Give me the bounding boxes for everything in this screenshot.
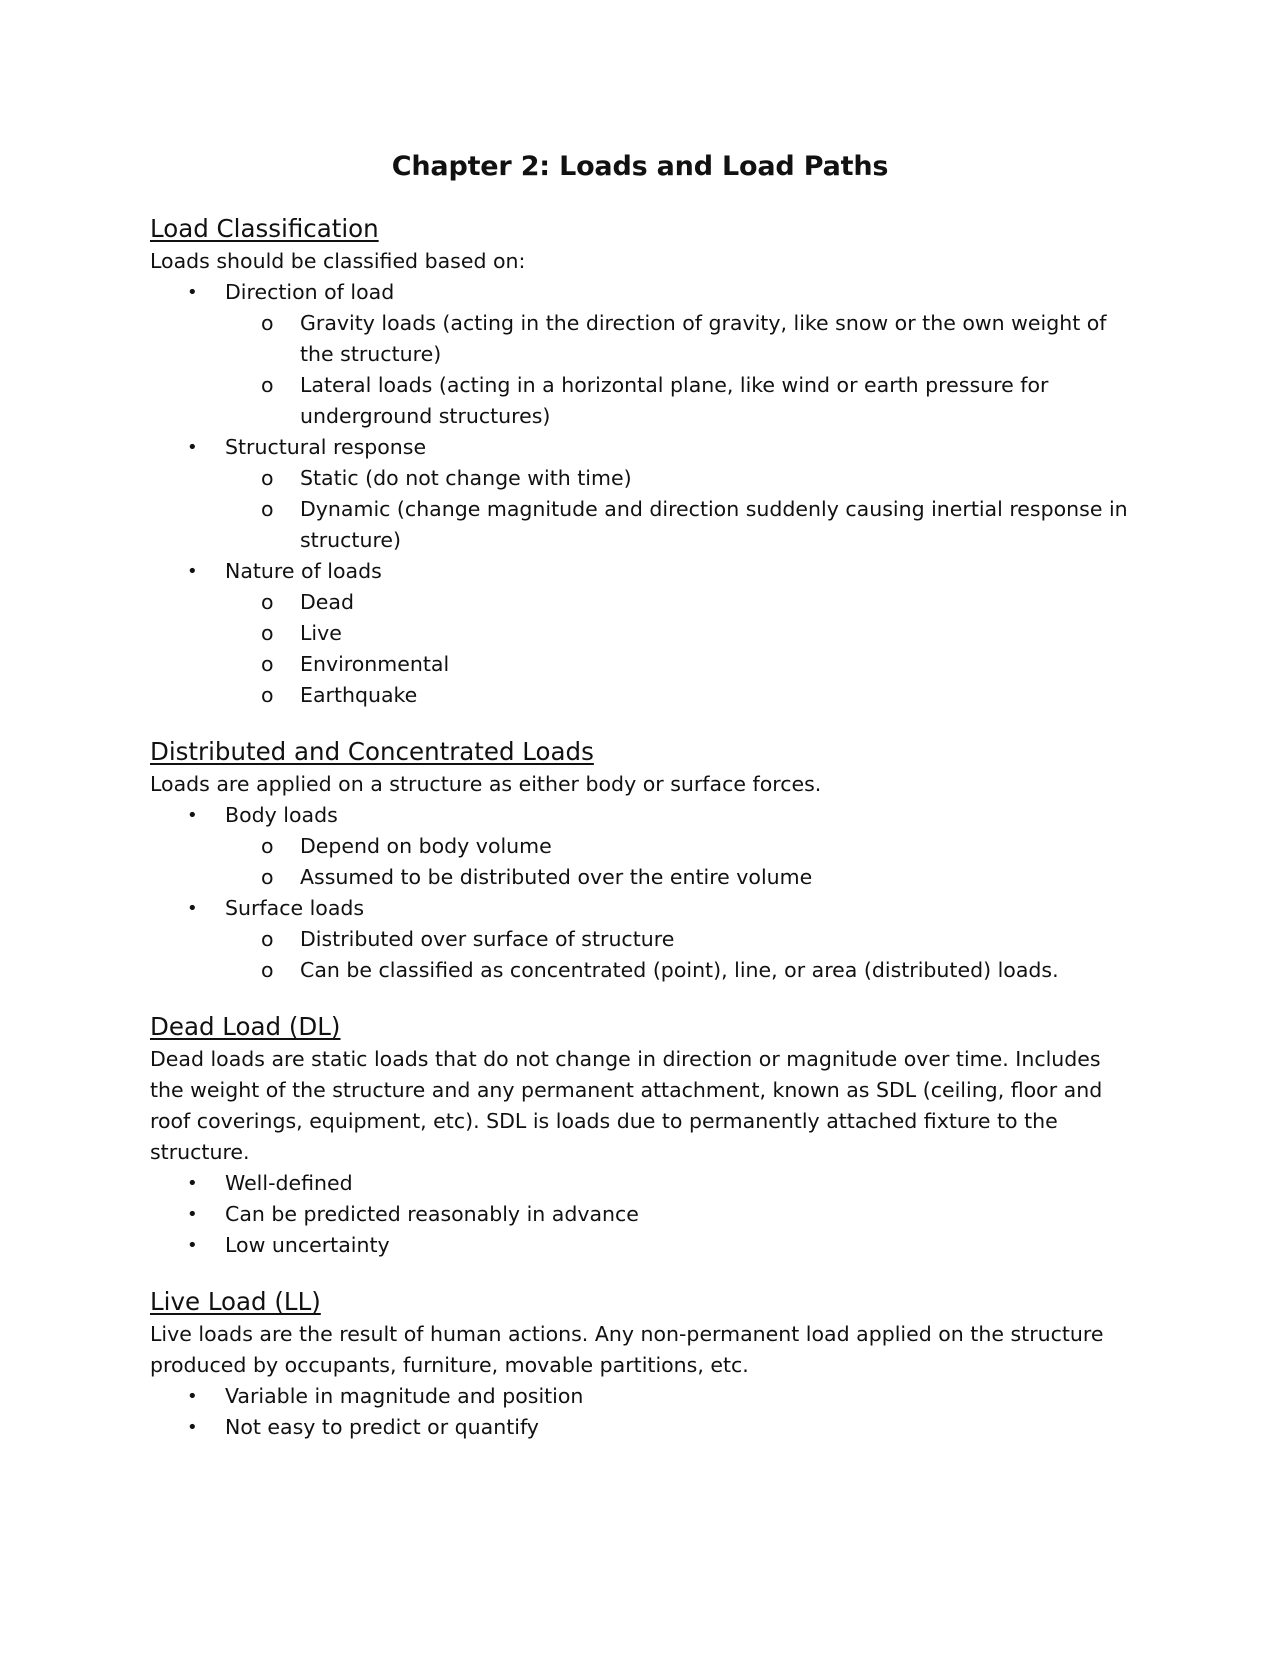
bullet-list <box>150 1381 1130 1443</box>
sub-list-item-text: Depend on body volume <box>300 834 552 858</box>
sub-bullet-list <box>225 924 1130 986</box>
sub-list-item-text: Environmental <box>300 652 450 676</box>
sub-bullet-list <box>225 587 1130 711</box>
sub-list-item-text: Live <box>300 621 342 645</box>
bullet-circle-icon: o <box>261 927 274 951</box>
page-title: Chapter 2: Loads and Load Paths <box>391 151 889 182</box>
sub-list-item-text: Lateral loads (acting in a horizontal plane, like wind or earth pressure for underground structures) <box>300 373 1049 428</box>
bullet-circle-icon: o <box>261 621 274 645</box>
list-item-label: Can be predicted reasonably in advance <box>225 1202 639 1226</box>
section-paragraph: Dead loads are static loads that do not change in direction or magnitude over time. Includes the weight of the structure and any permanent attachment, known as SDL (ceiling, floor and roof coverings, equipment, etc). SDL is loads due to permanently attached fixture to the structure. <box>150 1047 1103 1164</box>
list-item-label: Nature of loads <box>225 559 382 583</box>
sub-list-item <box>225 924 1130 955</box>
bullet-circle-icon: o <box>261 834 274 858</box>
list-item <box>150 800 1130 893</box>
sub-list-item <box>225 862 1130 893</box>
bullet-circle-icon: o <box>261 590 274 614</box>
list-item <box>150 1168 1130 1199</box>
sub-list-item <box>225 370 1130 432</box>
sub-list-item <box>225 649 1130 680</box>
list-item-label: Direction of load <box>225 280 395 304</box>
sub-bullet-list <box>225 463 1130 556</box>
section-paragraph: Live loads are the result of human actions. Any non-permanent load applied on the structure produced by occupants, furniture, movable partitions, etc. <box>150 1322 1104 1377</box>
bullet-dot-icon: • <box>187 1235 198 1256</box>
document-page <box>150 150 1130 1467</box>
list-item-label: Not easy to predict or quantify <box>225 1415 539 1439</box>
list-item-label: Low uncertainty <box>225 1233 390 1257</box>
sub-list-item-text: Distributed over surface of structure <box>300 927 675 951</box>
sub-list-item-text: Earthquake <box>300 683 418 707</box>
list-item-label: Surface loads <box>225 896 365 920</box>
list-item <box>150 432 1130 556</box>
list-item <box>150 893 1130 986</box>
bullet-dot-icon: • <box>187 1173 198 1194</box>
list-item-label: Body loads <box>225 803 338 827</box>
bullet-list <box>150 1168 1130 1261</box>
bullet-circle-icon: o <box>261 497 274 521</box>
bullet-list <box>150 800 1130 986</box>
list-item <box>150 1381 1130 1412</box>
bullet-circle-icon: o <box>261 683 274 707</box>
sub-list-item <box>225 831 1130 862</box>
sub-list-item <box>225 618 1130 649</box>
list-item-label: Structural response <box>225 435 427 459</box>
sub-list-item <box>225 494 1130 556</box>
bullet-dot-icon: • <box>187 437 198 458</box>
bullet-list <box>150 277 1130 711</box>
bullet-dot-icon: • <box>187 282 198 303</box>
bullet-circle-icon: o <box>261 311 274 335</box>
sub-list-item-text: Assumed to be distributed over the entire volume <box>300 865 813 889</box>
bullet-circle-icon: o <box>261 373 274 397</box>
sub-bullet-list <box>225 831 1130 893</box>
section-heading: Live Load (LL) <box>150 1287 321 1316</box>
list-item <box>150 1199 1130 1230</box>
section-load-classification <box>150 212 1130 711</box>
list-item <box>150 277 1130 432</box>
sub-list-item-text: Static (do not change with time) <box>300 466 632 490</box>
sub-list-item <box>225 463 1130 494</box>
sub-list-item-text: Gravity loads (acting in the direction of gravity, like snow or the own weight of the structure) <box>300 311 1107 366</box>
section-heading: Distributed and Concentrated Loads <box>150 737 594 766</box>
bullet-dot-icon: • <box>187 805 198 826</box>
bullet-dot-icon: • <box>187 898 198 919</box>
list-item <box>150 556 1130 711</box>
bullet-circle-icon: o <box>261 958 274 982</box>
sub-list-item-text: Dead <box>300 590 354 614</box>
bullet-circle-icon: o <box>261 652 274 676</box>
section-distributed-concentrated-loads <box>150 735 1130 986</box>
section-live-load <box>150 1285 1130 1443</box>
bullet-dot-icon: • <box>187 1386 198 1407</box>
sub-list-item <box>225 587 1130 618</box>
bullet-dot-icon: • <box>187 1417 198 1438</box>
bullet-circle-icon: o <box>261 865 274 889</box>
sub-bullet-list <box>225 308 1130 432</box>
section-paragraph: Loads should be classified based on: <box>150 249 526 273</box>
sub-list-item <box>225 308 1130 370</box>
list-item-label: Variable in magnitude and position <box>225 1384 584 1408</box>
section-heading: Dead Load (DL) <box>150 1012 341 1041</box>
section-heading: Load Classification <box>150 214 379 243</box>
list-item <box>150 1412 1130 1443</box>
bullet-dot-icon: • <box>187 1204 198 1225</box>
section-paragraph: Loads are applied on a structure as either body or surface forces. <box>150 772 822 796</box>
bullet-dot-icon: • <box>187 561 198 582</box>
sub-list-item-text: Can be classified as concentrated (point), line, or area (distributed) loads. <box>300 958 1059 982</box>
sub-list-item <box>225 680 1130 711</box>
list-item <box>150 1230 1130 1261</box>
section-dead-load <box>150 1010 1130 1261</box>
sub-list-item-text: Dynamic (change magnitude and direction suddenly causing inertial response in structure) <box>300 497 1128 552</box>
sub-list-item <box>225 955 1130 986</box>
list-item-label: Well-defined <box>225 1171 353 1195</box>
bullet-circle-icon: o <box>261 466 274 490</box>
